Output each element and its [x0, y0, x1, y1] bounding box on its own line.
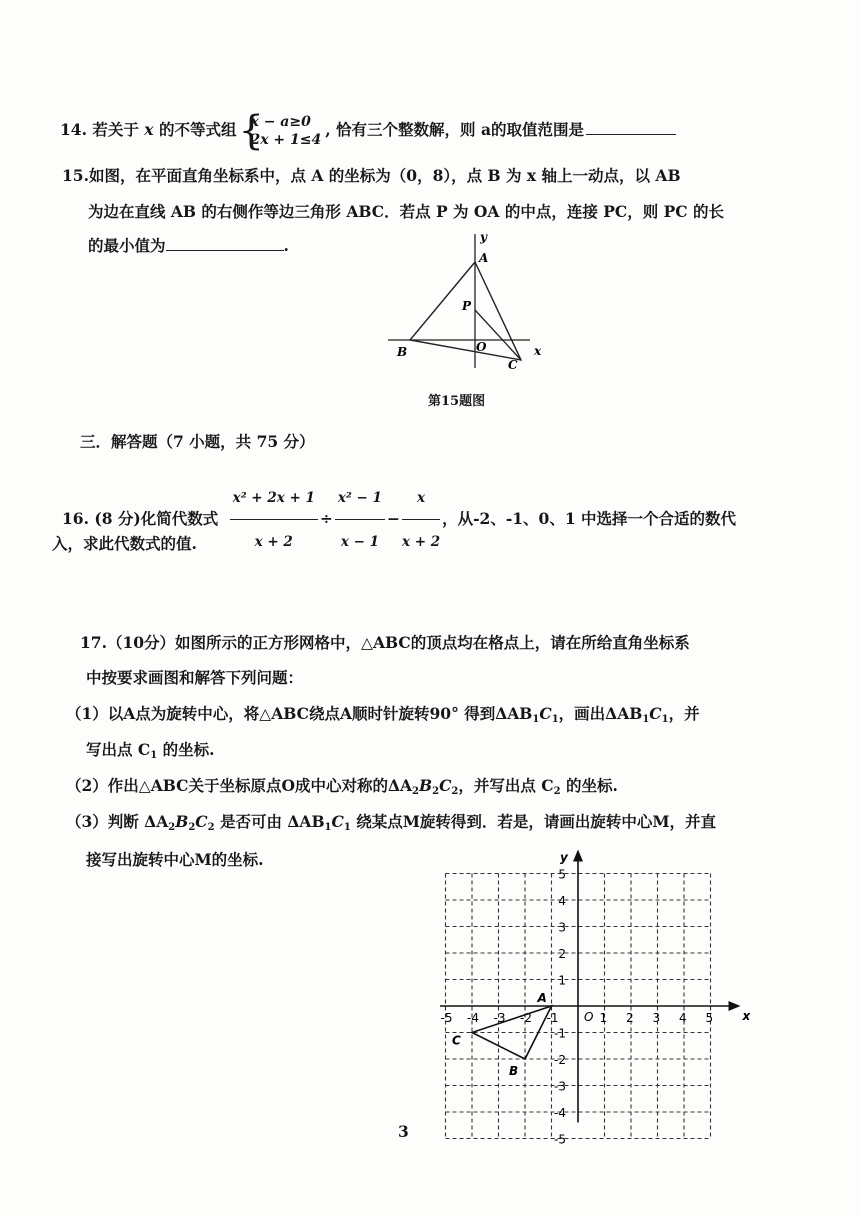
fraction-denominator: x + 2 [401, 534, 441, 550]
question-17-line-2: 中按要求画图和解答下列问题： [86, 668, 304, 687]
question-text: C [331, 812, 344, 831]
y-axis-arrow [573, 850, 583, 862]
origin-label: O [584, 1010, 594, 1024]
inequality-system [238, 108, 322, 154]
subscript: 2 [188, 822, 196, 833]
subscript: 1 [642, 714, 650, 725]
x-tick-label: 4 [679, 1011, 687, 1025]
question-text: 绕某点M旋转得到．若是，请画出旋转中心M，并直 [350, 812, 717, 831]
subscript: 1 [324, 822, 332, 833]
question-text: （2）作出△ABC关于坐标原点O成中心对称的ΔA [66, 776, 413, 795]
x-tick-label: 5 [705, 1011, 714, 1025]
question-text: B [418, 776, 433, 795]
fraction-numerator: x² − 1 [335, 478, 385, 520]
x-tick-label: -2 [520, 1011, 532, 1025]
y-tick-label: -5 [554, 1132, 566, 1147]
subscript: 2 [412, 786, 419, 797]
question-16-line-2: 入，求此代数式的值. [52, 534, 197, 553]
question-text: ，并写出点 C [458, 776, 554, 795]
question-15-line-1 [62, 166, 681, 186]
variable-x: x [144, 120, 154, 139]
question-14 [60, 108, 676, 154]
x-tick-label: 3 [652, 1011, 661, 1025]
question-text: C [195, 812, 208, 831]
subscript: 1 [661, 714, 669, 725]
question-17-part-3 [66, 812, 716, 838]
subscript: 2 [553, 786, 561, 797]
question-text: ，画出ΔAB [558, 704, 643, 723]
question-text: 如图，在平面直角坐标系中，点 A 的坐标为（0，8），点 B 为 x 轴上一动点，以 AB [88, 166, 681, 185]
question-text: ，并 [668, 704, 700, 723]
x-tick-label: 1 [599, 1011, 608, 1025]
question-text: （1）以A点为旋转中心，将△ABC绕点A顺时针旋转90° 得到ΔAB [66, 704, 533, 723]
fraction-2 [335, 478, 385, 562]
question-text: （3）判断 ΔA [66, 812, 169, 831]
question-text: C [539, 704, 552, 723]
question-17-part-1 [66, 704, 700, 730]
origin-label: O [476, 340, 487, 354]
question-text: 的最小值为 [88, 236, 166, 255]
fraction-numerator: x² + 2x + 1 [230, 478, 318, 520]
question-text: ，从-2、-1、0、1 中选择一个合适的数代 [442, 509, 737, 528]
question-15-line-2: 为边在直线 AB 的右侧作等边三角形 ABC．若点 P 为 OA 的中点，连接 PC，则 PC 的长 [88, 202, 725, 221]
question-text: C [439, 776, 452, 795]
figure-caption: 第15题图 [428, 394, 486, 409]
question-text: (8 分)化简代数式 [94, 509, 219, 528]
question-text: 是否可由 ΔAB [214, 812, 325, 831]
answer-blank[interactable] [586, 134, 676, 135]
y-tick-label: 3 [558, 920, 566, 935]
question-17-part-3-line-2: 接写出旋转中心M的坐标. [86, 850, 264, 869]
question-17-part-2 [66, 776, 618, 802]
subscript: 2 [207, 822, 215, 833]
point-p-label: P [462, 299, 472, 313]
y-tick-label: 1 [558, 973, 566, 988]
question-15-line-3 [88, 236, 289, 256]
point-a-label: A [479, 251, 489, 265]
question-text: , 恰有三个整数解，则 a的取值范围是 [325, 120, 584, 139]
question-text: B [175, 812, 189, 831]
fraction-denominator: x + 2 [254, 534, 293, 550]
question-text: 的坐标. [157, 740, 215, 759]
x-axis-label: x [742, 1009, 751, 1023]
page-number: 3 [398, 1122, 409, 1141]
subscript: 1 [551, 714, 559, 725]
subscript: 1 [150, 750, 158, 761]
y-axis-label: y [560, 850, 568, 865]
section-title: 三．解答题（7 小题，共 75 分） [80, 432, 315, 451]
question-text: 的不等式组 [158, 120, 237, 139]
point-b-label: B [397, 345, 408, 359]
x-tick-label: -5 [440, 1011, 453, 1025]
point-c-label: C [508, 358, 518, 372]
x-axis-label: x [534, 344, 542, 358]
x-axis-arrow [729, 1001, 741, 1011]
question-17-part-1-line-2 [86, 740, 215, 766]
y-tick-label: 4 [558, 894, 566, 908]
question-text: 写出点 C [86, 740, 151, 759]
question-number: 14. [60, 120, 87, 139]
subscript: 2 [168, 822, 176, 833]
x-tick-label: -1 [546, 1011, 559, 1025]
y-tick-label: -2 [554, 1053, 566, 1067]
subscript: 1 [343, 822, 351, 833]
y-tick-label: 5 [558, 867, 566, 882]
x-tick-label: -3 [493, 1011, 506, 1025]
answer-blank[interactable] [166, 250, 284, 251]
figure-15 [380, 228, 550, 378]
subscript: 2 [451, 786, 459, 797]
question-text: 若关于 [92, 120, 139, 139]
vertex-b-label: B [509, 1064, 519, 1078]
y-tick-label: 2 [558, 947, 566, 961]
fraction-numerator: x [402, 478, 440, 520]
question-text: 的坐标. [560, 776, 618, 795]
operator: − [386, 509, 400, 528]
y-tick-label: -1 [554, 1026, 566, 1041]
question-number: 15. [62, 166, 89, 185]
question-17-line-1: 17.（10分）如图所示的正方形网格中，△ABC的顶点均在格点上，请在所给直角坐标系 [80, 633, 690, 652]
inequality-2: 2x + 1≤4 [250, 132, 322, 148]
operator: ÷ [319, 509, 333, 528]
question-number: 16. [62, 509, 89, 528]
x-tick-label: 2 [626, 1011, 634, 1025]
subscript: 2 [432, 786, 440, 797]
y-tick-label: -3 [554, 1079, 566, 1094]
subscript: 1 [532, 714, 540, 725]
vertex-a-label: A [537, 991, 547, 1005]
brace: { [238, 108, 264, 154]
y-axis-label: y [480, 230, 487, 244]
fraction-3 [402, 478, 440, 562]
vertex-c-label: C [452, 1033, 461, 1048]
question-text: C [649, 704, 662, 723]
period: . [283, 236, 289, 255]
fraction-denominator: x − 1 [340, 534, 379, 550]
inequality-1: x − a≥0 [250, 114, 311, 130]
y-tick-label: -4 [554, 1106, 566, 1120]
fraction-1 [230, 478, 318, 562]
x-tick-label: -4 [467, 1011, 479, 1025]
coordinate-grid [440, 838, 780, 1178]
